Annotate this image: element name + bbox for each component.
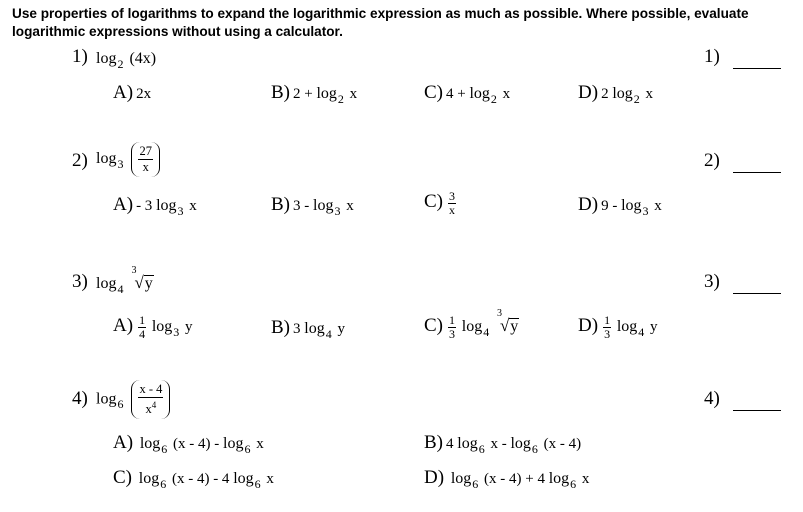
option-prefix: 4 xyxy=(446,436,454,452)
option-b[interactable] xyxy=(271,194,354,216)
option-label: C) xyxy=(424,190,443,212)
log-text: log xyxy=(612,85,633,102)
log-base: 6 xyxy=(570,477,577,491)
log-base: 4 xyxy=(483,324,490,339)
option-d[interactable] xyxy=(578,82,653,104)
log-base: 6 xyxy=(472,477,479,491)
option-d[interactable] xyxy=(424,467,589,489)
option-c[interactable] xyxy=(424,190,458,217)
log-argument: x xyxy=(189,198,197,214)
answer-number: 4) xyxy=(704,388,720,409)
option-a[interactable] xyxy=(113,432,264,454)
answer-blank[interactable] xyxy=(733,68,781,69)
numerator: 1 xyxy=(604,313,611,327)
answer-number: 2) xyxy=(704,150,720,171)
option-label: B) xyxy=(271,194,290,215)
log-text: log xyxy=(510,435,531,452)
log-text: log xyxy=(461,317,483,335)
log-base: 6 xyxy=(254,477,261,491)
option-c[interactable] xyxy=(424,82,510,104)
option-prefix: 2 xyxy=(601,86,609,102)
option-b[interactable] xyxy=(424,432,581,454)
denominator: 3 xyxy=(449,327,455,341)
log-argument: (x - 4) xyxy=(543,436,582,452)
option-label: D) xyxy=(424,467,445,488)
log-text: log xyxy=(96,275,117,292)
exponent: 4 xyxy=(151,400,157,410)
log-base: 3 xyxy=(642,204,649,218)
option-prefix: 3 - xyxy=(293,198,310,214)
log-base: 6 xyxy=(160,477,167,491)
log-argument: (x - 4) + 4 xyxy=(484,471,545,487)
log-text: log xyxy=(233,470,254,487)
cube-root xyxy=(496,307,519,336)
log-text: log xyxy=(96,50,117,67)
fraction xyxy=(138,314,146,341)
answer-blank[interactable] xyxy=(733,410,781,411)
log-base: 4 xyxy=(638,324,645,339)
answer-blank[interactable] xyxy=(733,293,781,294)
numerator: 1 xyxy=(449,313,455,327)
numerator: 3 xyxy=(449,189,455,203)
log-text: log xyxy=(151,317,173,335)
log-argument: y xyxy=(650,318,658,335)
answer-number: 3) xyxy=(704,271,720,292)
denominator xyxy=(145,398,158,417)
option-label: C) xyxy=(424,314,443,336)
log-text: log xyxy=(304,320,325,337)
fraction xyxy=(138,382,163,417)
root-index: 3 xyxy=(496,307,502,319)
option-b[interactable] xyxy=(271,317,345,339)
log-argument: y xyxy=(337,321,345,337)
option-prefix: 3 xyxy=(293,321,301,337)
log-text: log xyxy=(313,197,334,214)
option-c[interactable] xyxy=(113,467,274,489)
log-base: 2 xyxy=(490,92,497,106)
log-base: 3 xyxy=(173,324,180,339)
log-base: 6 xyxy=(478,442,485,456)
radical-sign-icon: √ xyxy=(499,315,510,335)
option-b[interactable] xyxy=(271,82,357,104)
option-d[interactable] xyxy=(578,194,662,216)
option-text: 2x xyxy=(136,86,152,102)
option-prefix: 4 + xyxy=(446,86,466,102)
log-argument: (x - 4) - xyxy=(173,436,220,452)
log-base: 3 xyxy=(177,204,184,218)
cube-root xyxy=(131,265,153,293)
log-text: log xyxy=(139,435,161,452)
option-a[interactable] xyxy=(113,314,193,341)
log-argument: x xyxy=(266,471,274,487)
log-base: 4 xyxy=(117,282,124,296)
log-base: 2 xyxy=(117,57,124,71)
log-text: log xyxy=(457,435,478,452)
radicand: y xyxy=(144,275,153,292)
log-base: 6 xyxy=(117,397,124,412)
problem-number: 3) xyxy=(72,271,88,292)
log-text: log xyxy=(96,390,117,408)
log-argument: x xyxy=(256,436,264,452)
option-label: D) xyxy=(578,314,599,336)
log-text: log xyxy=(223,435,244,452)
option-c[interactable] xyxy=(424,307,519,341)
option-prefix: - 3 xyxy=(136,198,153,214)
log-argument: x - xyxy=(490,436,507,452)
radicand: y xyxy=(510,317,519,335)
parenthesized-fraction xyxy=(131,380,170,419)
fraction xyxy=(448,314,456,341)
option-label: A) xyxy=(113,314,134,336)
numerator: 27 xyxy=(139,144,152,158)
log-argument: (4x) xyxy=(129,50,157,67)
option-label: A) xyxy=(113,82,134,103)
numerator: 1 xyxy=(139,313,146,327)
log-argument: y xyxy=(185,318,193,335)
log-text: log xyxy=(156,197,177,214)
problem-expression xyxy=(96,50,157,71)
denominator: x xyxy=(142,160,149,174)
problem-expression xyxy=(96,265,154,296)
log-base: 6 xyxy=(531,442,538,456)
log-argument: x xyxy=(502,86,511,102)
answer-blank[interactable] xyxy=(733,172,781,173)
log-text: log xyxy=(469,85,490,102)
log-argument: x xyxy=(645,86,654,102)
answer-number: 1) xyxy=(704,46,720,67)
fraction xyxy=(603,314,611,341)
option-a[interactable] xyxy=(113,194,197,216)
denominator: x xyxy=(449,203,455,217)
problem-number: 1) xyxy=(72,46,88,67)
instructions: Use properties of logarithms to expand the logarithmic expression as much as possible. Where possible, evaluate logarithmic expressions without using a calculator. xyxy=(12,6,749,39)
log-base: 4 xyxy=(325,327,332,341)
root-index: 3 xyxy=(131,265,137,276)
option-prefix: 9 - xyxy=(601,198,618,214)
parenthesized-fraction xyxy=(131,142,160,177)
option-label: D) xyxy=(578,194,599,215)
log-text: log xyxy=(616,317,638,335)
option-label: C) xyxy=(113,467,132,488)
option-label: B) xyxy=(271,82,290,103)
problem-expression xyxy=(96,142,160,177)
denominator: 4 xyxy=(139,327,146,341)
log-text: log xyxy=(316,85,337,102)
option-label: D) xyxy=(578,82,599,103)
log-argument: x xyxy=(349,86,358,102)
log-text: log xyxy=(621,197,642,214)
fraction xyxy=(448,190,456,217)
option-label: B) xyxy=(424,432,443,453)
log-text: log xyxy=(548,470,570,487)
log-base: 6 xyxy=(161,442,168,456)
log-base: 2 xyxy=(633,92,640,106)
log-base: 3 xyxy=(334,204,341,218)
option-prefix: 2 + xyxy=(293,86,313,102)
radical-sign-icon: √ xyxy=(134,273,144,292)
log-text: log xyxy=(96,150,117,168)
option-label: A) xyxy=(113,194,134,215)
log-argument: x xyxy=(346,198,354,214)
option-label: A) xyxy=(113,432,134,453)
log-base: 6 xyxy=(244,442,251,456)
denominator: 3 xyxy=(604,327,611,341)
denominator-base: x xyxy=(145,402,152,417)
option-label: C) xyxy=(424,82,443,103)
problem-number: 4) xyxy=(72,388,88,409)
numerator: x - 4 xyxy=(139,382,163,396)
log-argument: (x - 4) - 4 xyxy=(171,471,230,487)
log-argument: x xyxy=(581,471,590,487)
option-label: B) xyxy=(271,317,290,338)
log-text: log xyxy=(138,470,160,487)
option-d[interactable] xyxy=(578,314,658,341)
fraction xyxy=(138,144,153,175)
problem-expression xyxy=(96,380,170,419)
log-base: 3 xyxy=(117,157,124,172)
log-text: log xyxy=(450,470,472,487)
log-base: 2 xyxy=(337,92,344,106)
log-argument: x xyxy=(654,198,662,214)
option-a[interactable] xyxy=(113,82,151,104)
problem-number: 2) xyxy=(72,150,88,171)
